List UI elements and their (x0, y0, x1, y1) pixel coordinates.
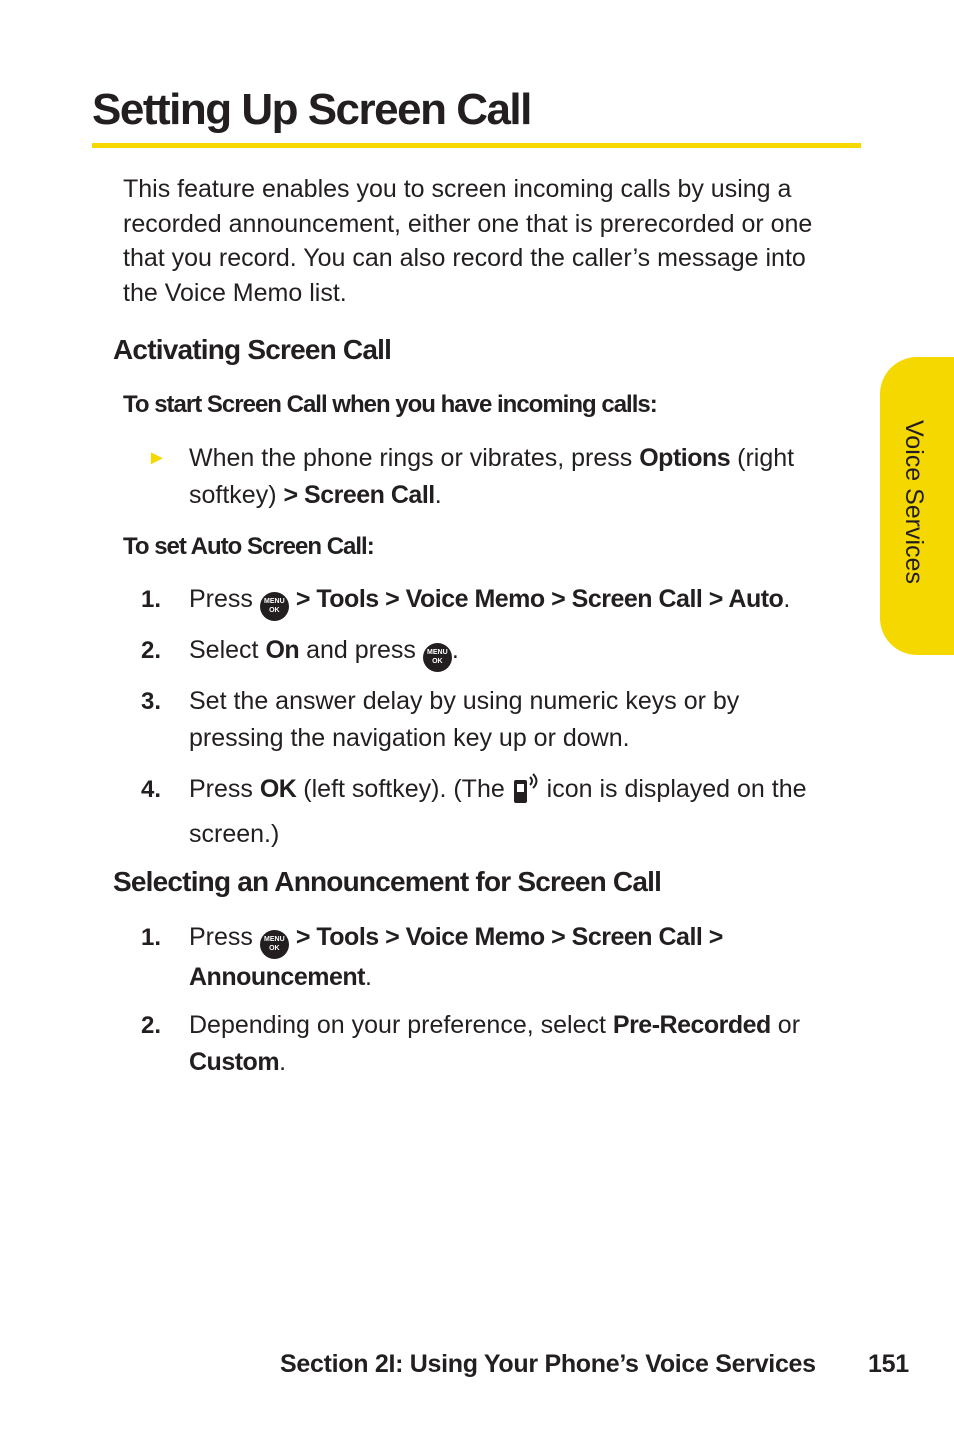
step-number: 1. (141, 924, 162, 951)
page-number: 151 (868, 1350, 909, 1378)
step-number: 1. (141, 586, 162, 613)
subheading-start-screen-call: To start Screen Call when you have incoming calls: (123, 391, 657, 418)
step-item: Press MENU OK > Tools > Voice Memo > Screen Call > Auto. (189, 581, 849, 621)
menu-ok-key-icon: MENU OK (423, 643, 452, 672)
section-heading-announcement: Selecting an Announcement for Screen Call (113, 866, 662, 897)
menu-ok-key-icon: MENU OK (260, 592, 289, 621)
screen-call-phone-icon (512, 771, 540, 816)
footer-section-title: Section 2I: Using Your Phone’s Voice Services (280, 1350, 816, 1378)
step-number: 2. (141, 1012, 162, 1039)
step-item: Set the answer delay by using numeric keys or by pressing the navigation key up or down. (189, 687, 740, 752)
step-number: 3. (141, 688, 162, 715)
page-title: Setting Up Screen Call (92, 85, 531, 134)
title-underline (92, 143, 861, 148)
side-tab-label: Voice Services (900, 420, 928, 584)
step-item: Depending on your preference, select Pre-Recorded or Custom. (189, 1011, 801, 1076)
step-item: Press OK (left softkey). (The icon is displayed on the screen.) (189, 771, 829, 853)
subheading-auto-screen-call: To set Auto Screen Call: (123, 533, 374, 560)
menu-ok-key-icon: MENU OK (260, 930, 289, 959)
step-number: 4. (141, 776, 162, 803)
bullet-item: When the phone rings or vibrates, press Options (right softkey) > Screen Call. (189, 444, 795, 509)
step-item: Select On and press MENU OK . (189, 632, 849, 672)
step-number: 2. (141, 637, 162, 664)
step-item: Press MENU OK > Tools > Voice Memo > Screen Call > Announcement. (189, 923, 723, 991)
section-heading-activating: Activating Screen Call (113, 334, 392, 365)
bullet-arrow-icon: ► (147, 447, 167, 469)
intro-paragraph: This feature enables you to screen incoming calls by using a recorded announcement, either one that is prerecorded or one that you record. You can also record the caller’s message into the Voice Memo list. (123, 175, 813, 307)
